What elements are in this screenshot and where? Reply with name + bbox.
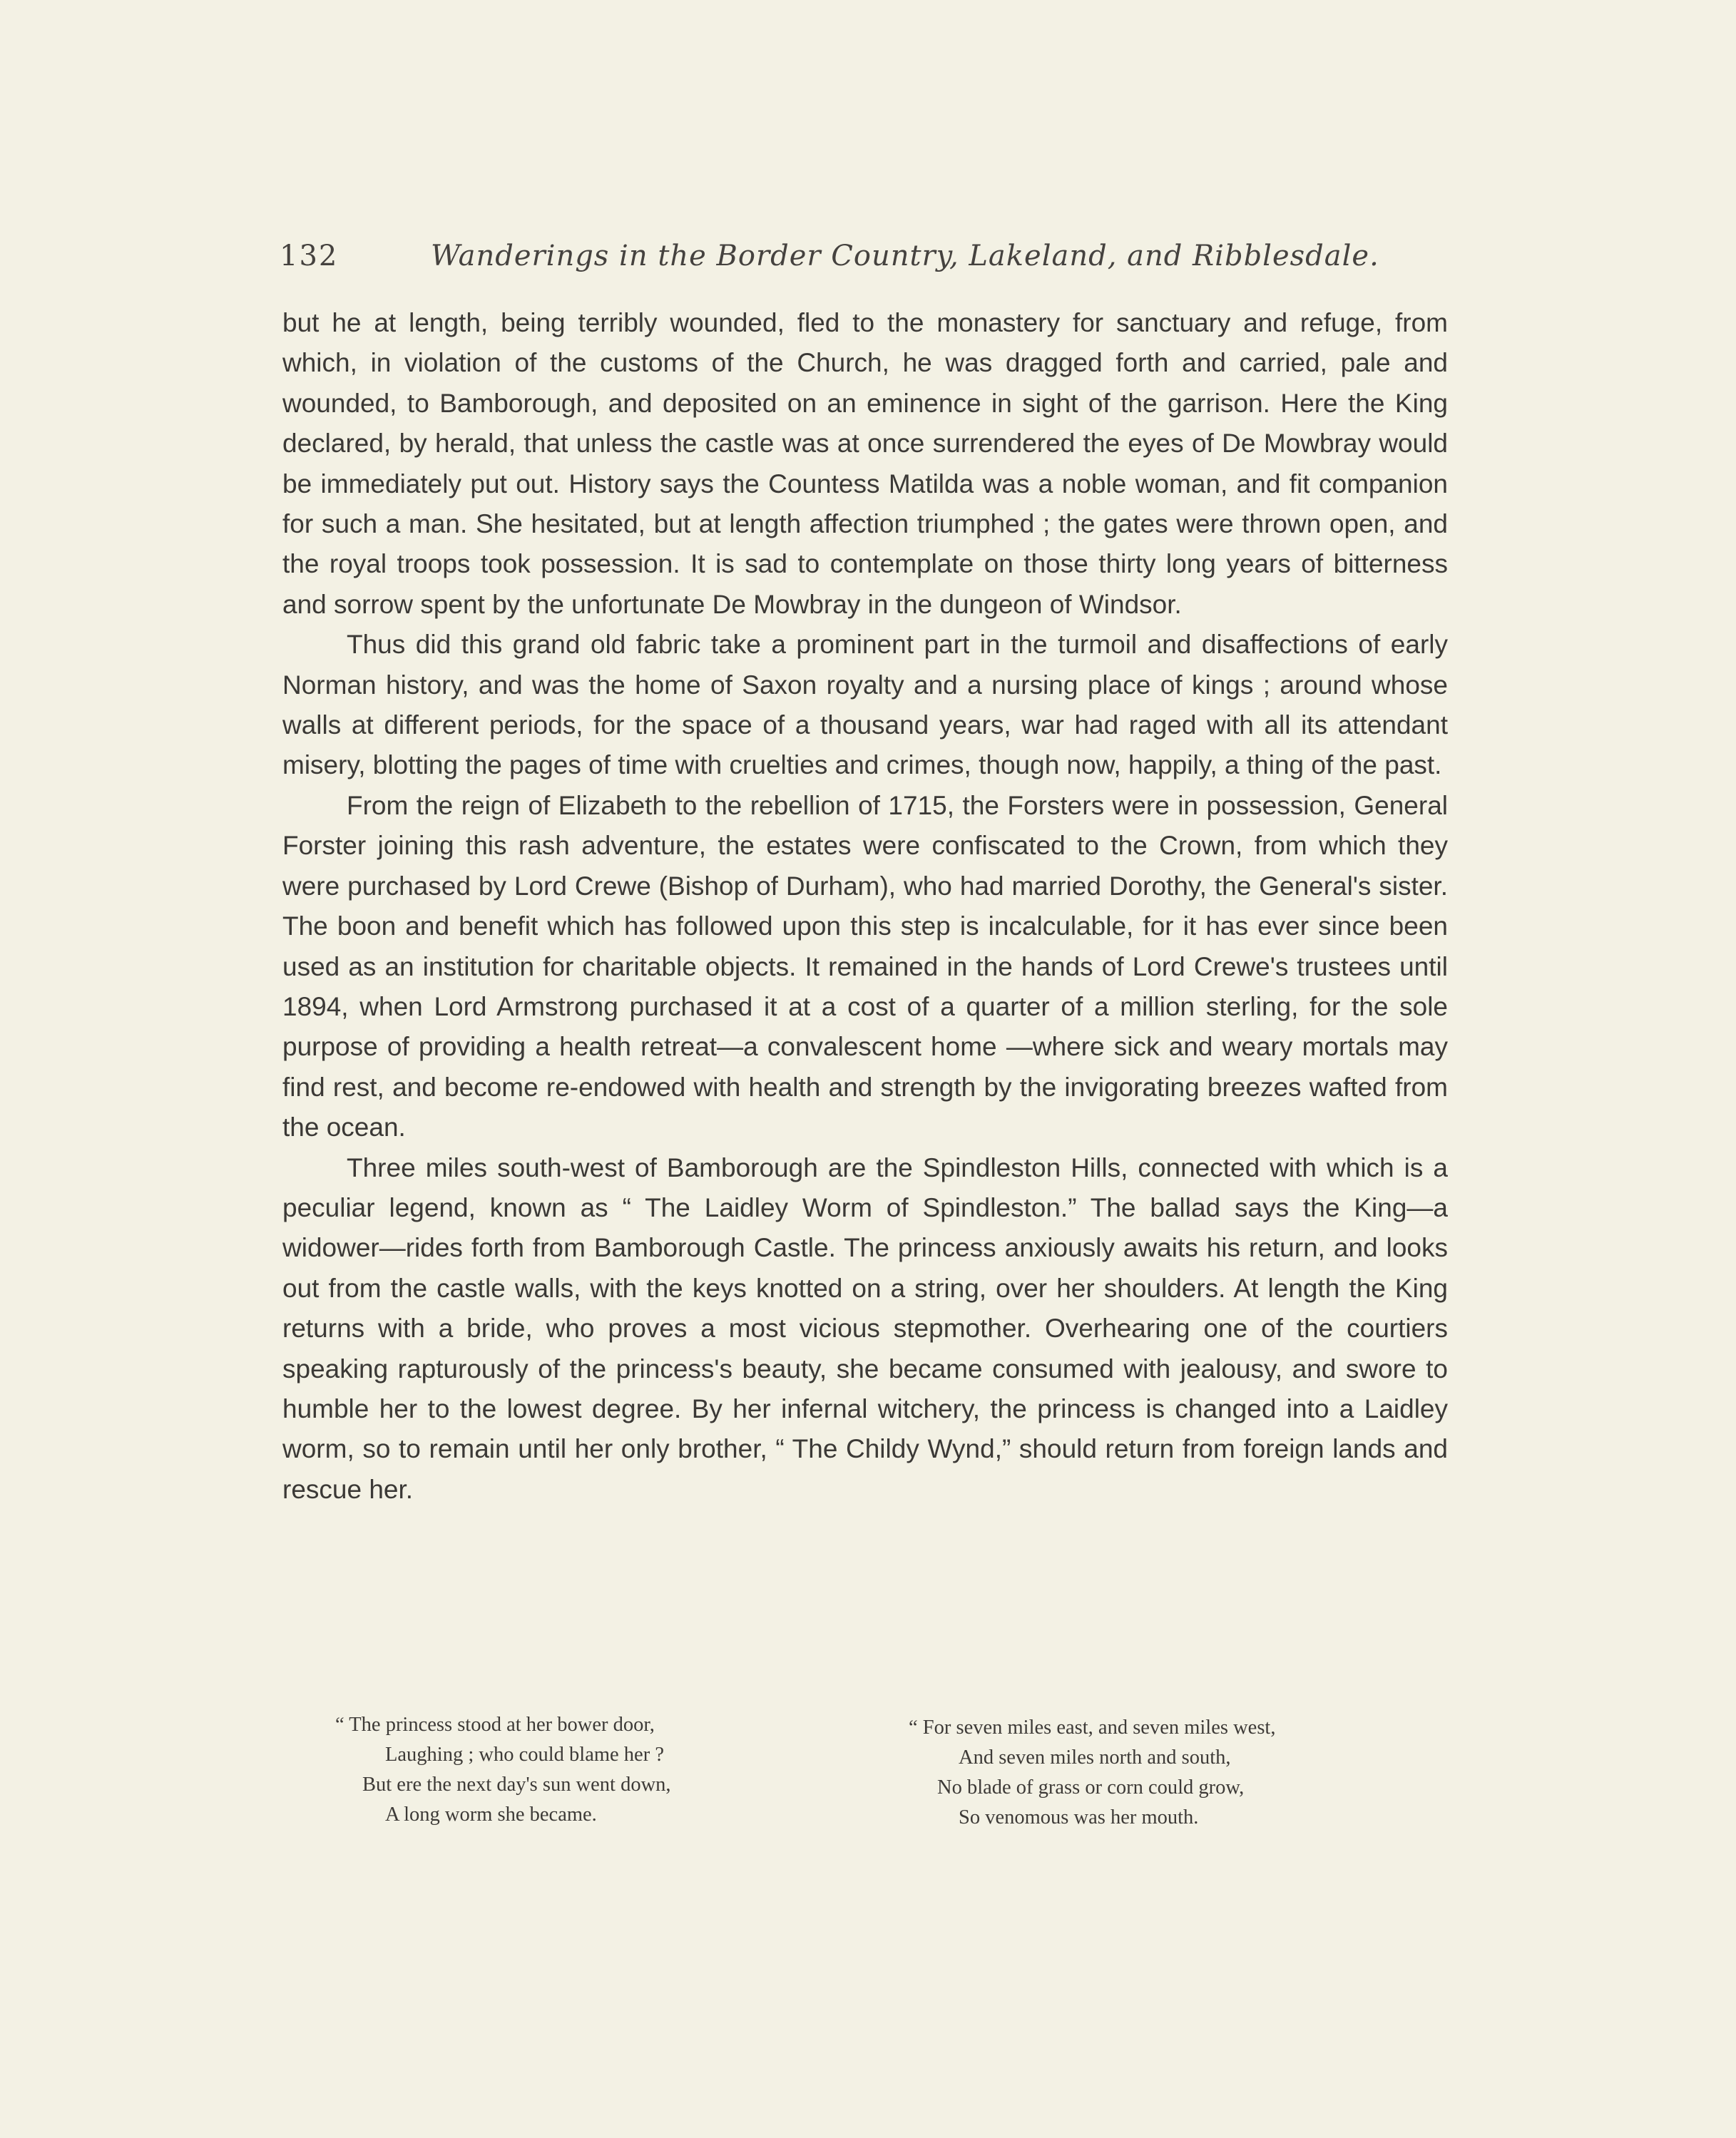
verse-line: But ere the next day's sun went down, — [362, 1774, 671, 1796]
verse-stanza-right — [909, 1713, 1275, 1833]
verse-line: “ The princess stood at her bower door, — [335, 1714, 655, 1736]
paragraph: Three miles south-west of Bamborough are the Spindleston Hills, connected with which is a peculiar legend, known as “ The Laidley Worm of Spindleston.” The ballad says the King—a widower—rides forth from Bamborough Castle. The princess anxiously awaits his return, and looks out from the castle walls, with the keys knotted on a string, over her shoulders. At length the King returns with a bride, who proves a most vicious stepmother. Overhearing one of the courtiers speaking rapturously of the princess's beauty, she became consumed with jealousy, and swore to humble her to the lowest degree. By her infernal witchery, the princess is changed into a Laidley worm, so to remain until her only brother, “ The Childy Wynd,” should return from foreign lands and rescue her. — [282, 1152, 1448, 1504]
verse-line: A long worm she became. — [385, 1804, 597, 1826]
running-head — [280, 240, 1449, 282]
body-text — [282, 303, 1448, 1510]
verse-stanza-left — [335, 1710, 671, 1830]
verse-line: Laughing ; who could blame her ? — [385, 1744, 664, 1766]
paragraph: Thus did this grand old fabric take a prominent part in the turmoil and disaffections of early Norman history, and was the home of Saxon royalty and a nursing place of kings ; around whose walls at different periods, for the space of a thousand years, war had raged with all its attendant misery, blotting the pages of time with cruelties and crimes, though now, happily, a thing of the past. — [282, 630, 1448, 780]
verse-line: “ For seven miles east, and seven miles west, — [909, 1717, 1276, 1739]
verse-line: No blade of grass or corn could grow, — [937, 1776, 1245, 1799]
page-number: 132 — [280, 240, 339, 272]
verse-line: And seven miles north and south, — [959, 1746, 1231, 1769]
running-title: Wanderings in the Border Country, Lakeland, and Ribblesdale. — [431, 240, 1379, 272]
paragraph: From the reign of Elizabeth to the rebellion of 1715, the Forsters were in possession, General Forster joining this rash adventure, the estates were confiscated to the Crown, from which they were purchased by Lord Crewe (Bishop of Durham), who had married Dorothy, the General's sister. The boon and benefit which has followed upon this step is incalculable, for it has ever since been used as an institution for charitable objects. It remained in the hands of Lord Crewe's trustees until 1894, when Lord Armstrong purchased it at a cost of a quarter of a million sterling, for the sole purpose of providing a health retreat—a convalescent home —where sick and weary mortals may find rest, and become re-endowed with health and strength by the invigorating breezes wafted from the ocean. — [282, 790, 1448, 1142]
paragraph: but he at length, being terribly wounded, fled to the monastery for sanctuary and refuge, from which, in violation of the customs of the Church, he was dragged forth and carried, pale and wounded, to Bamborough, and deposited on an eminence in sight of the garrison. Here the King declared, by herald, that unless the castle was at once surrendered the eyes of De Mowbray would be immediately put out. History says the Countess Matilda was a noble woman, and fit companion for such a man. She hesitated, but at length affection triumphed ; the gates were thrown open, and the royal troops took possession. It is sad to contemplate on those thirty long years of bitterness and sorrow spent by the unfortunate De Mowbray in the dungeon of Windsor. — [282, 308, 1448, 619]
ballad-verses — [335, 1710, 1426, 1831]
verse-line: So venomous was her mouth. — [959, 1806, 1199, 1828]
